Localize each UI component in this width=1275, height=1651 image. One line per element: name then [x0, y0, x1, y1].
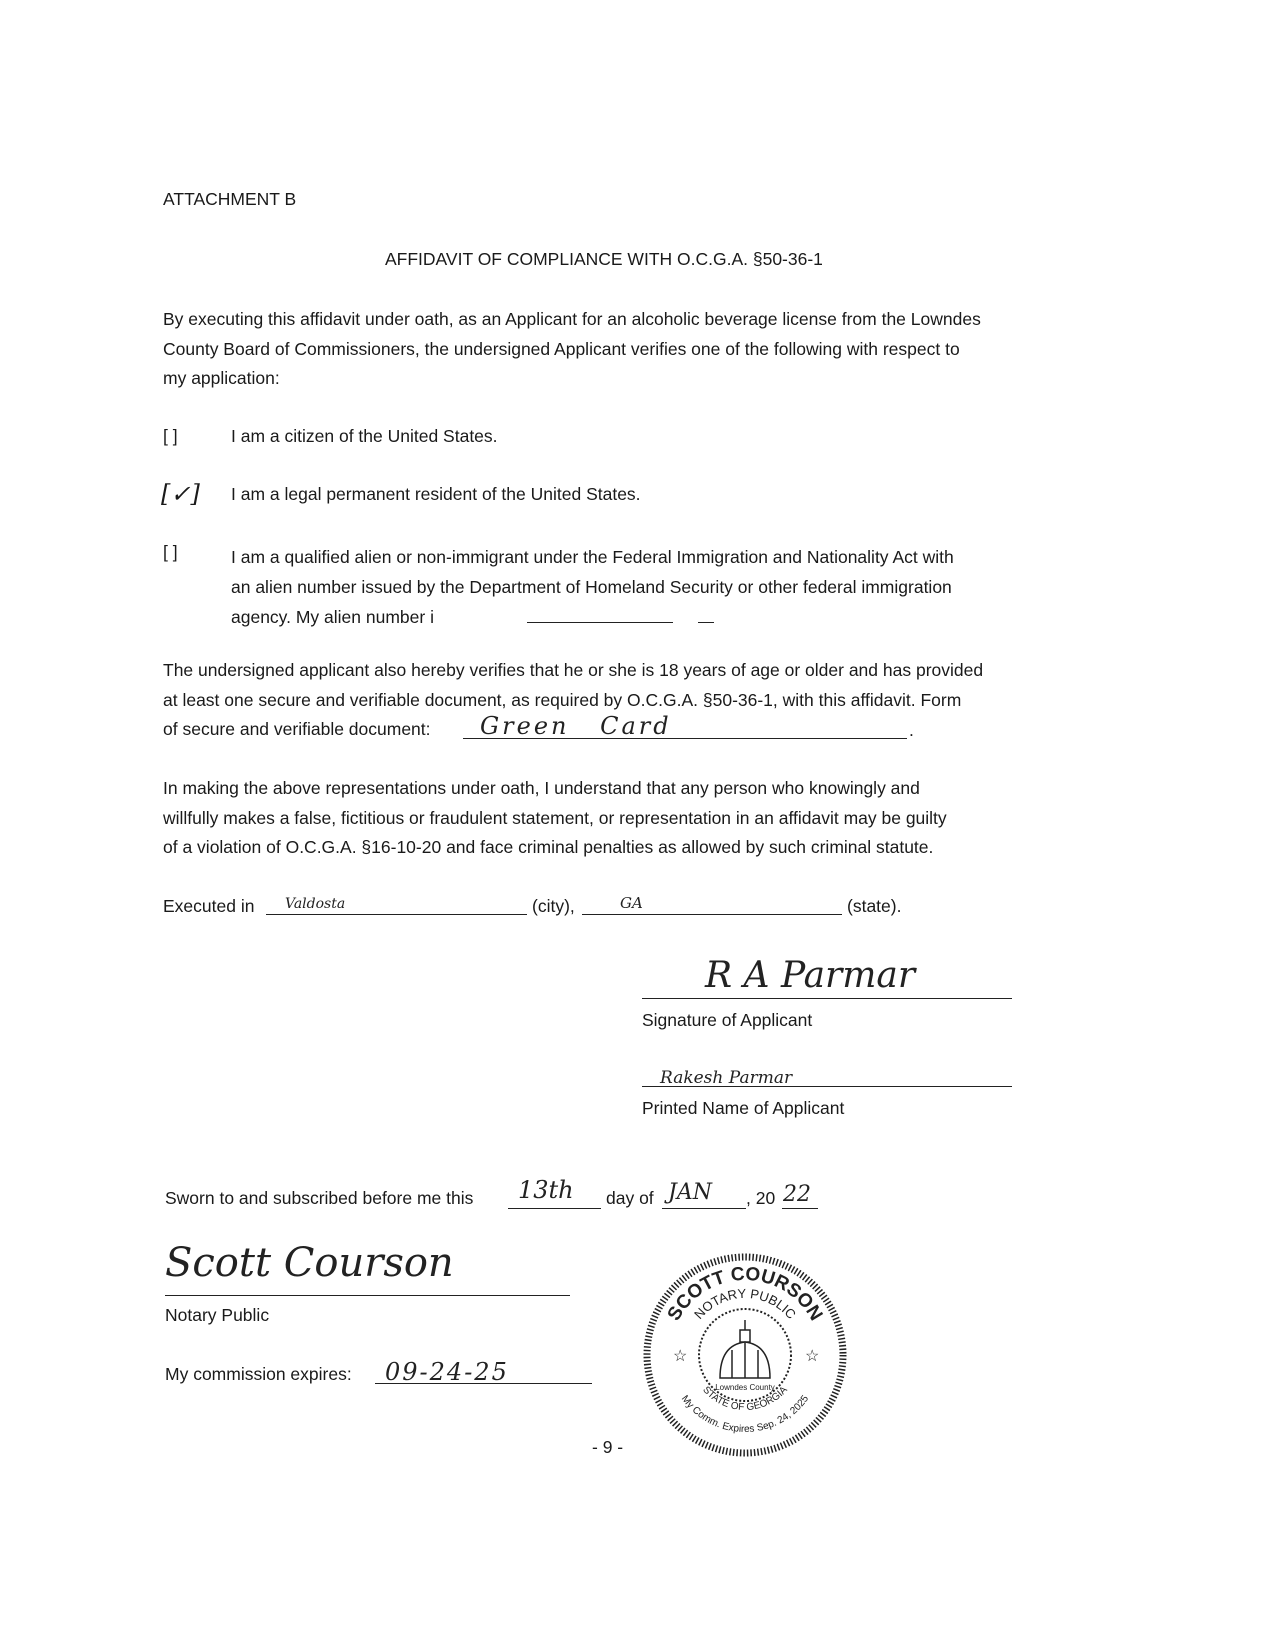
- commission-date: 09-24-25: [385, 1358, 509, 1386]
- day-value: 13th: [518, 1176, 574, 1204]
- month-value: JAN: [668, 1180, 712, 1205]
- state-label: (state).: [847, 896, 902, 916]
- executed-label: Executed in: [163, 896, 255, 916]
- checkbox-citizen[interactable]: [ ]: [163, 426, 178, 446]
- city-field-line[interactable]: [266, 914, 527, 915]
- notary-signature-line[interactable]: [165, 1295, 570, 1296]
- text-line: agency. My alien number i: [231, 607, 434, 627]
- day-of-label: day of: [606, 1188, 654, 1208]
- year-field-line[interactable]: [782, 1208, 818, 1209]
- seal-county: Lowndes County: [715, 1383, 775, 1392]
- city-value: Valdosta: [285, 896, 346, 912]
- text-line: of a violation of O.C.G.A. §16-10-20 and face criminal penalties as allowed by such criminal statute.: [163, 837, 934, 857]
- svg-text:My Comm. Expires Sep. 24, 2025: [679, 1393, 812, 1435]
- star-icon: ☆: [673, 1348, 688, 1365]
- document-value: Green Card: [480, 712, 672, 740]
- text-line: an alien number issued by the Department of Homeland Security or other federal immigration: [231, 577, 952, 597]
- seal-title: NOTARY PUBLIC: [691, 1285, 799, 1322]
- day-field-line[interactable]: [508, 1208, 601, 1209]
- text-line: The undersigned applicant also hereby verifies that he or she is 18 years of age or older and has provided: [163, 660, 984, 680]
- document-title: AFFIDAVIT OF COMPLIANCE WITH O.C.G.A. §50-36-1: [385, 249, 823, 269]
- text-line: at least one secure and verifiable document, as required by O.C.G.A. §50-36-1, with this affidavit. Form: [163, 689, 962, 710]
- option-resident-label: I am a legal permanent resident of the United States.: [231, 484, 641, 504]
- city-label: (city),: [532, 896, 575, 916]
- text-line: County Board of Commissioners, the undersigned Applicant verifies one of the following with respect to: [163, 338, 960, 359]
- checkbox-permanent-resident-checked[interactable]: [✓]: [161, 480, 200, 508]
- notary-signature: Scott Courson: [165, 1240, 454, 1286]
- notary-label: Notary Public: [165, 1305, 270, 1325]
- commission-label: My commission expires:: [165, 1364, 352, 1384]
- text-line: By executing this affidavit under oath, as an Applicant for an alcoholic beverage license from the Lowndes: [163, 309, 981, 329]
- star-icon: ☆: [805, 1348, 820, 1365]
- text-line: of secure and verifiable document:: [163, 719, 431, 739]
- intro-paragraph: [163, 305, 1048, 394]
- notary-seal: [640, 1250, 850, 1460]
- signature-label: Signature of Applicant: [642, 1010, 813, 1030]
- year-value: 22: [783, 1182, 811, 1207]
- sworn-label: Sworn to and subscribed before me this: [165, 1188, 474, 1208]
- check-mark-icon: ✓: [170, 480, 191, 508]
- text-line: my application:: [163, 368, 280, 388]
- alien-number-field[interactable]: [527, 622, 673, 623]
- signature-line[interactable]: [642, 998, 1012, 999]
- text-line: In making the above representations under oath, I understand that any person who knowingly and: [163, 778, 920, 798]
- seal-state: STATE OF GEORGIA: [700, 1384, 790, 1414]
- year-prefix: , 20: [746, 1188, 776, 1208]
- month-field-line[interactable]: [662, 1208, 746, 1209]
- applicant-signature: R A Parmar: [705, 955, 916, 996]
- text-line: I am a qualified alien or non-immigrant under the Federal Immigration and Nationality Act with: [231, 547, 954, 567]
- attachment-label: ATTACHMENT B: [163, 189, 297, 209]
- printed-name-label: Printed Name of Applicant: [642, 1098, 845, 1118]
- printed-name-value: Rakesh Parmar: [660, 1068, 793, 1088]
- text-line: willfully makes a false, fictitious or fraudulent statement, or representation in an affidavit may be guilty: [163, 807, 947, 828]
- seal-name: SCOTT COURSON: [663, 1263, 827, 1325]
- oath-paragraph: [163, 774, 1048, 863]
- seal-expires: My Comm. Expires Sep. 24, 2025: [678, 1393, 812, 1436]
- checkbox-qualified-alien[interactable]: [ ]: [163, 542, 178, 562]
- page-number: - 9 -: [592, 1437, 624, 1457]
- period: .: [909, 720, 914, 740]
- option-alien-label: [231, 542, 954, 632]
- option-citizen-label: I am a citizen of the United States.: [231, 426, 498, 446]
- alien-number-field-end: [698, 622, 714, 623]
- printed-name-line[interactable]: [642, 1086, 1012, 1087]
- state-value: GA: [620, 894, 643, 912]
- commission-line[interactable]: [375, 1383, 592, 1384]
- capitol-dome-icon: [720, 1320, 770, 1378]
- state-field-line[interactable]: [582, 914, 842, 915]
